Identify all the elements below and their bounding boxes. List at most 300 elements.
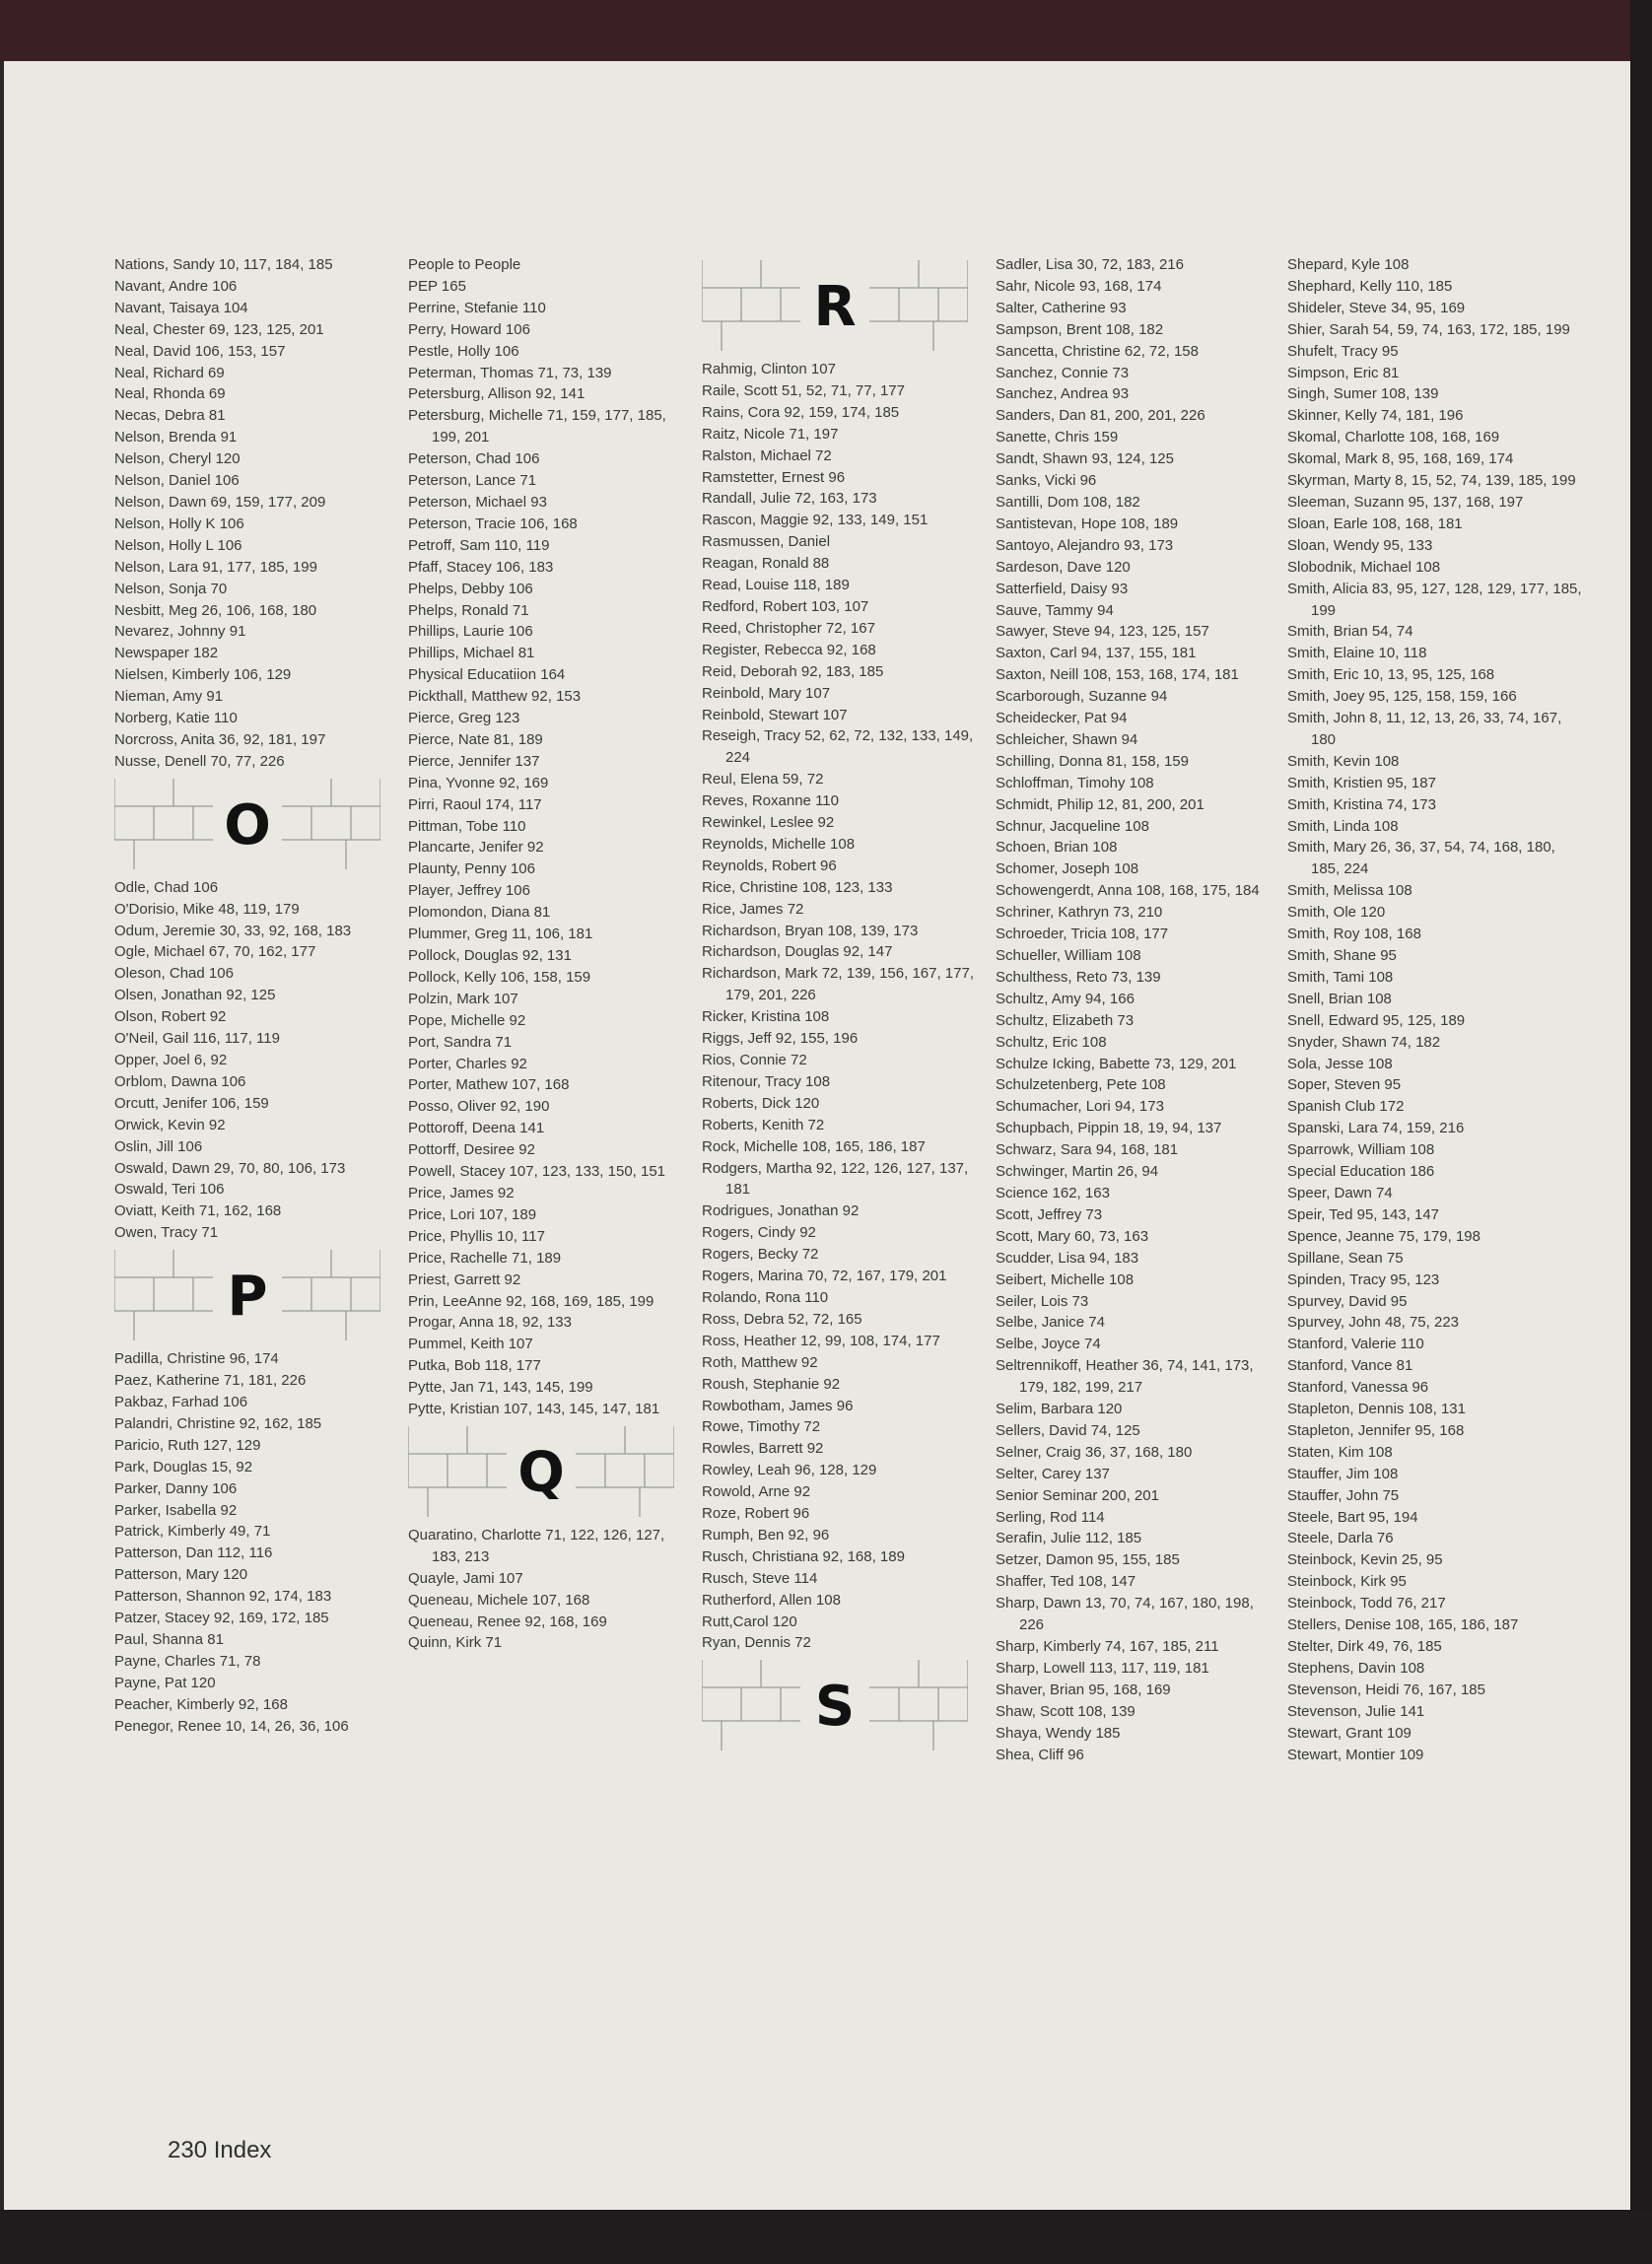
index-entry: Pytte, Jan 71, 143, 145, 199 <box>408 1379 593 1397</box>
index-entry: Stauffer, Jim 108 <box>1287 1465 1399 1482</box>
index-entry: Nelson, Sonja 70 <box>114 580 228 597</box>
index-entry: Oswald, Dawn 29, 70, 80, 106, 173 <box>114 1159 346 1177</box>
index-entry: Spence, Jeanne 75, 179, 198 <box>1287 1227 1480 1245</box>
index-entry: Pirri, Raoul 174, 117 <box>408 795 542 813</box>
index-entry: Priest, Garrett 92 <box>408 1270 521 1288</box>
index-entry: Schwinger, Martin 26, 94 <box>996 1163 1159 1181</box>
index-entry: Rice, Christine 108, 123, 133 <box>702 878 893 896</box>
index-entry: Padilla, Christine 96, 174 <box>114 1350 279 1368</box>
index-entry: Paez, Katherine 71, 181, 226 <box>114 1372 307 1390</box>
index-entry: Nevarez, Johnny 91 <box>114 623 246 641</box>
index-entry: Roberts, Kenith 72 <box>702 1116 825 1133</box>
index-entry: Steele, Bart 95, 194 <box>1287 1508 1418 1526</box>
index-entry: Reed, Christopher 72, 167 <box>702 619 875 637</box>
index-entry: Phelps, Debby 106 <box>408 580 533 597</box>
index-entry: Rowbotham, James 96 <box>702 1397 854 1414</box>
index-entry: Odle, Chad 106 <box>114 878 219 896</box>
index-entry: Petersburg, Allison 92, 141 <box>408 385 585 403</box>
section-letter: S <box>814 1675 856 1740</box>
index-entry: Perrine, Stefanie 110 <box>408 299 546 316</box>
index-entry: Schueller, William 108 <box>996 947 1141 964</box>
index-entry: Saxton, Carl 94, 137, 155, 181 <box>996 645 1197 662</box>
index-entry: Smith, Alicia 83, 95, 127, 128, 129, 177, 185, 199 <box>1287 580 1582 619</box>
index-entry: Schoen, Brian 108 <box>996 839 1118 857</box>
index-entry: Ross, Debra 52, 72, 165 <box>702 1310 862 1328</box>
index-entry: Neal, David 106, 153, 157 <box>114 342 286 360</box>
index-column-5 <box>1287 254 1583 1765</box>
index-entry: Pina, Yvonne 92, 169 <box>408 774 549 791</box>
section-header-o <box>114 779 395 873</box>
index-entry: PEP 165 <box>408 277 466 295</box>
index-entry: Salter, Catherine 93 <box>996 299 1127 316</box>
index-entry: Phelps, Ronald 71 <box>408 601 529 619</box>
page-footer: 230 Index <box>168 2137 272 2163</box>
index-entry: Peterson, Michael 93 <box>408 493 547 511</box>
index-entry: Sloan, Earle 108, 168, 181 <box>1287 515 1463 532</box>
index-entry: Ralston, Michael 72 <box>702 446 832 464</box>
index-entry: Register, Rebecca 92, 168 <box>702 641 876 658</box>
index-entry: Santilli, Dom 108, 182 <box>996 493 1140 511</box>
index-entry: Schwarz, Sara 94, 168, 181 <box>996 1141 1179 1159</box>
index-entry: Setzer, Damon 95, 155, 185 <box>996 1551 1180 1569</box>
index-entry: Sauve, Tammy 94 <box>996 601 1114 619</box>
index-entry: Pummel, Keith 107 <box>408 1336 533 1353</box>
index-entry: Rodgers, Martha 92, 122, 126, 127, 137, 181 <box>702 1159 969 1199</box>
index-entry: Stevenson, Heidi 76, 167, 185 <box>1287 1681 1485 1698</box>
index-entry: Rios, Connie 72 <box>702 1052 807 1068</box>
index-entry: Randall, Julie 72, 163, 173 <box>702 490 877 508</box>
index-entry: Sanders, Dan 81, 200, 201, 226 <box>996 407 1205 425</box>
index-entry: Plaunty, Penny 106 <box>408 860 535 878</box>
index-entry: Spinden, Tracy 95, 123 <box>1287 1270 1440 1288</box>
index-entry: Quayle, Jami 107 <box>408 1569 523 1587</box>
index-entry: Selbe, Janice 74 <box>996 1314 1105 1332</box>
index-entry: Reinbold, Mary 107 <box>702 684 831 702</box>
index-entry: Patterson, Shannon 92, 174, 183 <box>114 1588 332 1606</box>
index-entry: Sanks, Vicki 96 <box>996 472 1097 490</box>
index-entry: Peterson, Chad 106 <box>408 450 540 468</box>
index-entry: Player, Jeffrey 106 <box>408 882 530 900</box>
index-entry: Soper, Steven 95 <box>1287 1076 1402 1094</box>
index-entry: Smith, Brian 54, 74 <box>1287 623 1413 641</box>
index-entry: Smith, Joey 95, 125, 158, 159, 166 <box>1287 688 1517 706</box>
index-entry: Serafin, Julie 112, 185 <box>996 1530 1142 1547</box>
index-entry: Reul, Elena 59, 72 <box>702 771 824 789</box>
index-entry: Pope, Michelle 92 <box>408 1011 526 1029</box>
index-entry: Speir, Ted 95, 143, 147 <box>1287 1205 1440 1223</box>
index-entry: Park, Douglas 15, 92 <box>114 1458 253 1475</box>
index-entry: Serling, Rod 114 <box>996 1508 1105 1526</box>
index-entry: Ryan, Dennis 72 <box>702 1634 811 1652</box>
index-entry: Steele, Darla 76 <box>1287 1530 1394 1547</box>
index-entry: Nelson, Lara 91, 177, 185, 199 <box>114 558 317 576</box>
index-entry: Schulze Icking, Babette 73, 129, 201 <box>996 1055 1237 1072</box>
index-entry: Neal, Chester 69, 123, 125, 201 <box>114 320 324 338</box>
index-entry: Sancetta, Christine 62, 72, 158 <box>996 342 1199 360</box>
index-entry: Rock, Michelle 108, 165, 186, 187 <box>702 1137 926 1155</box>
index-entry: Schupbach, Pippin 18, 19, 94, 137 <box>996 1120 1222 1137</box>
index-entry: Schloffman, Timohy 108 <box>996 774 1154 791</box>
index-entry: Simpson, Eric 81 <box>1287 364 1400 381</box>
index-entry: Nelson, Cheryl 120 <box>114 450 241 468</box>
index-entry: Steinbock, Kirk 95 <box>1287 1573 1407 1591</box>
index-entry: Schleicher, Shawn 94 <box>996 730 1138 748</box>
index-entry: Sahr, Nicole 93, 168, 174 <box>996 277 1162 295</box>
index-entry: Pittman, Tobe 110 <box>408 817 526 835</box>
index-entry: Santoyo, Alejandro 93, 173 <box>996 536 1174 554</box>
index-entry: Putka, Bob 118, 177 <box>408 1357 541 1375</box>
index-entry: Special Education 186 <box>1287 1163 1435 1181</box>
index-entry: Payne, Pat 120 <box>114 1674 216 1691</box>
index-entry: Stauffer, John 75 <box>1287 1486 1400 1504</box>
index-entry: Rice, James 72 <box>702 900 804 918</box>
index-entry: O'Dorisio, Mike 48, 119, 179 <box>114 900 300 918</box>
index-entry: Peterman, Thomas 71, 73, 139 <box>408 364 612 381</box>
index-entry: Palandri, Christine 92, 162, 185 <box>114 1414 322 1432</box>
index-entry: Odum, Jeremie 30, 33, 92, 168, 183 <box>114 922 352 939</box>
index-entry: Smith, Tami 108 <box>1287 968 1394 986</box>
index-entry: Queneau, Renee 92, 168, 169 <box>408 1612 607 1630</box>
section-letter: Q <box>517 1440 565 1505</box>
index-entry: Skinner, Kelly 74, 181, 196 <box>1287 407 1464 425</box>
section-header-q <box>408 1426 694 1521</box>
index-entry: Schilling, Donna 81, 158, 159 <box>996 752 1189 770</box>
index-entry: Shaw, Scott 108, 139 <box>996 1702 1136 1720</box>
index-entry: Roush, Stephanie 92 <box>702 1375 841 1393</box>
index-entry: Smith, Melissa 108 <box>1287 882 1412 900</box>
index-entry: Schroeder, Tricia 108, 177 <box>996 926 1169 943</box>
index-entry: Pierce, Jennifer 137 <box>408 752 540 770</box>
index-entry: Pfaff, Stacey 106, 183 <box>408 558 554 576</box>
index-entry: Staten, Kim 108 <box>1287 1443 1393 1461</box>
index-entry: Parker, Danny 106 <box>114 1479 238 1497</box>
index-entry: Slobodnik, Michael 108 <box>1287 558 1441 576</box>
index-entry: Speer, Dawn 74 <box>1287 1184 1393 1201</box>
index-entry: Orblom, Dawna 106 <box>114 1072 246 1090</box>
index-entry: Pottorff, Desiree 92 <box>408 1141 535 1159</box>
index-entry: Raitz, Nicole 71, 197 <box>702 425 839 443</box>
index-entry: Phillips, Laurie 106 <box>408 623 533 641</box>
index-entry: Reves, Roxanne 110 <box>702 792 839 810</box>
index-entry: Sawyer, Steve 94, 123, 125, 157 <box>996 623 1209 641</box>
index-entry: Oviatt, Keith 71, 162, 168 <box>114 1202 282 1220</box>
index-entry: Pytte, Kristian 107, 143, 145, 147, 181 <box>408 1401 660 1418</box>
index-entry: Schulzetenberg, Pete 108 <box>996 1076 1166 1094</box>
index-entry: Snell, Brian 108 <box>1287 990 1392 1007</box>
index-entry: Newspaper 182 <box>114 645 219 662</box>
index-entry: Orcutt, Jenifer 106, 159 <box>114 1094 269 1112</box>
index-entry: Paricio, Ruth 127, 129 <box>114 1436 261 1454</box>
index-column-4 <box>996 254 1281 1765</box>
index-entry: Schultz, Elizabeth 73 <box>996 1011 1135 1029</box>
index-entry: Powell, Stacey 107, 123, 133, 150, 151 <box>408 1163 666 1181</box>
index-entry: Schultz, Amy 94, 166 <box>996 990 1135 1007</box>
index-entry: Patrick, Kimberly 49, 71 <box>114 1523 271 1541</box>
index-entry: Stellers, Denise 108, 165, 186, 187 <box>1287 1616 1519 1634</box>
index-entry: Stanford, Vanessa 96 <box>1287 1379 1429 1397</box>
index-entry: Skyrman, Marty 8, 15, 52, 74, 139, 185, 199 <box>1287 472 1576 490</box>
index-entry: Reseigh, Tracy 52, 62, 72, 132, 133, 149, 224 <box>702 727 974 767</box>
index-entry: Sellers, David 74, 125 <box>996 1421 1140 1439</box>
index-entry: Patzer, Stacey 92, 169, 172, 185 <box>114 1610 329 1627</box>
index-entry: Ricker, Kristina 108 <box>702 1008 830 1026</box>
index-entry: Schriner, Kathryn 73, 210 <box>996 904 1163 922</box>
index-entry: Nelson, Brenda 91 <box>114 429 238 446</box>
index-entry: Rogers, Becky 72 <box>702 1246 819 1264</box>
section-header-p <box>114 1250 395 1344</box>
index-entry: Spanish Club 172 <box>1287 1098 1405 1116</box>
index-entry: Rowold, Arne 92 <box>702 1483 811 1501</box>
index-entry: Queneau, Michele 107, 168 <box>408 1591 590 1609</box>
index-entry: Phillips, Michael 81 <box>408 645 535 662</box>
index-entry: Navant, Taisaya 104 <box>114 299 248 316</box>
index-entry: Price, James 92 <box>408 1184 515 1201</box>
index-entry: Senior Seminar 200, 201 <box>996 1486 1159 1504</box>
index-entry: Snell, Edward 95, 125, 189 <box>1287 1011 1466 1029</box>
index-entry: Quinn, Kirk 71 <box>408 1634 503 1652</box>
index-entry: Shepard, Kyle 108 <box>1287 256 1410 273</box>
index-entry: Smith, John 8, 11, 12, 13, 26, 33, 74, 167, 180 <box>1287 710 1562 748</box>
index-entry: Owen, Tracy 71 <box>114 1224 219 1242</box>
index-entry: Sanchez, Andrea 93 <box>996 385 1130 403</box>
index-entry: Plomondon, Diana 81 <box>408 904 551 922</box>
index-entry: People to People <box>408 256 521 273</box>
index-entry: Sanchez, Connie 73 <box>996 364 1130 381</box>
index-entry: Smith, Linda 108 <box>1287 817 1399 835</box>
index-entry: Porter, Mathew 107, 168 <box>408 1076 570 1094</box>
index-entry: Nelson, Daniel 106 <box>114 472 240 490</box>
index-entry: Sharp, Kimberly 74, 167, 185, 211 <box>996 1638 1219 1655</box>
index-entry: Schowengerdt, Anna 108, 168, 175, 184 <box>996 882 1260 900</box>
index-entry: Progar, Anna 18, 92, 133 <box>408 1314 572 1332</box>
index-entry: Spanski, Lara 74, 159, 216 <box>1287 1120 1465 1137</box>
index-entry: Sadler, Lisa 30, 72, 183, 216 <box>996 256 1184 273</box>
index-entry: Schumacher, Lori 94, 173 <box>996 1098 1164 1116</box>
index-entry: Nusse, Denell 70, 77, 226 <box>114 752 285 770</box>
index-entry: Rahmig, Clinton 107 <box>702 361 836 377</box>
index-entry: Stanford, Vance 81 <box>1287 1357 1413 1375</box>
index-entry: Peacher, Kimberly 92, 168 <box>114 1695 288 1713</box>
index-entry: Shideler, Steve 34, 95, 169 <box>1287 299 1466 316</box>
index-entry: Ramstetter, Ernest 96 <box>702 468 846 486</box>
index-entry: Rains, Cora 92, 159, 174, 185 <box>702 403 900 421</box>
index-entry: Shea, Cliff 96 <box>996 1746 1084 1763</box>
index-entry: Scott, Mary 60, 73, 163 <box>996 1227 1149 1245</box>
index-entry: Rewinkel, Leslee 92 <box>702 814 835 832</box>
index-entry: Redford, Robert 103, 107 <box>702 597 869 615</box>
index-entry: Shaver, Brian 95, 168, 169 <box>996 1681 1171 1698</box>
index-entry: Smith, Shane 95 <box>1287 947 1397 964</box>
index-entry: Reinbold, Stewart 107 <box>702 706 848 723</box>
index-entry: Rusch, Steve 114 <box>702 1569 818 1587</box>
index-entry: Payne, Charles 71, 78 <box>114 1652 261 1670</box>
index-entry: Scarborough, Suzanne 94 <box>996 688 1168 706</box>
index-entry: Smith, Eric 10, 13, 95, 125, 168 <box>1287 666 1495 684</box>
index-entry: Rowley, Leah 96, 128, 129 <box>702 1462 877 1479</box>
top-border <box>0 0 1652 61</box>
index-entry: Spurvey, David 95 <box>1287 1292 1408 1310</box>
index-entry: Stapleton, Dennis 108, 131 <box>1287 1401 1466 1418</box>
index-column-2 <box>408 254 694 1654</box>
index-entry: Ogle, Michael 67, 70, 162, 177 <box>114 943 316 961</box>
index-entry: Reynolds, Michelle 108 <box>702 835 856 853</box>
index-entry: Rowles, Barrett 92 <box>702 1440 824 1458</box>
index-entry: Ritenour, Tracy 108 <box>702 1072 831 1090</box>
index-entry: Satterfield, Daisy 93 <box>996 580 1129 597</box>
index-column-3 <box>702 254 983 1758</box>
index-entry: Necas, Debra 81 <box>114 407 226 425</box>
index-entry: Peterson, Lance 71 <box>408 472 537 490</box>
index-entry: Schnur, Jacqueline 108 <box>996 817 1149 835</box>
index-entry: Smith, Elaine 10, 118 <box>1287 645 1427 662</box>
index-entry: Posso, Oliver 92, 190 <box>408 1098 550 1116</box>
index-entry: Rumph, Ben 92, 96 <box>702 1526 830 1544</box>
index-entry: Smith, Roy 108, 168 <box>1287 926 1421 943</box>
index-entry: Singh, Sumer 108, 139 <box>1287 385 1439 403</box>
index-entry: Porter, Charles 92 <box>408 1055 527 1072</box>
index-entry: Price, Rachelle 71, 189 <box>408 1249 562 1267</box>
index-entry: Stanford, Valerie 110 <box>1287 1336 1424 1353</box>
index-entry: Pierce, Nate 81, 189 <box>408 730 543 748</box>
section-letter: P <box>227 1265 268 1330</box>
index-entry: Nielsen, Kimberly 106, 129 <box>114 666 292 684</box>
index-entry: Orwick, Kevin 92 <box>114 1116 226 1133</box>
index-entry: Richardson, Bryan 108, 139, 173 <box>702 922 919 939</box>
index-entry: Prin, LeeAnne 92, 168, 169, 185, 199 <box>408 1292 654 1310</box>
index-entry: Rowe, Timothy 72 <box>702 1418 821 1436</box>
index-entry: Peterson, Tracie 106, 168 <box>408 515 578 532</box>
index-entry: Perry, Howard 106 <box>408 320 530 338</box>
index-entry: Richardson, Douglas 92, 147 <box>702 943 893 961</box>
index-entry: Smith, Kristien 95, 187 <box>1287 774 1436 791</box>
index-entry: Shaffer, Ted 108, 147 <box>996 1573 1136 1591</box>
index-entry: Plancarte, Jenifer 92 <box>408 839 544 857</box>
index-entry: Smith, Ole 120 <box>1287 904 1386 922</box>
right-edge <box>1630 0 1652 2264</box>
index-entry: Petersburg, Michelle 71, 159, 177, 185, 199, 201 <box>408 407 666 446</box>
index-entry: Sparrowk, William 108 <box>1287 1141 1435 1159</box>
index-entry: Sardeson, Dave 120 <box>996 558 1131 576</box>
index-entry: Oswald, Teri 106 <box>114 1181 225 1199</box>
index-entry: Navant, Andre 106 <box>114 277 238 295</box>
index-entry: Parker, Isabella 92 <box>114 1501 238 1519</box>
index-entry: Schomer, Joseph 108 <box>996 860 1139 878</box>
index-entry: Rusch, Christiana 92, 168, 189 <box>702 1547 905 1565</box>
index-entry: Pierce, Greg 123 <box>408 710 520 727</box>
index-entry: Rolando, Rona 110 <box>702 1288 829 1306</box>
index-entry: Skomal, Charlotte 108, 168, 169 <box>1287 429 1500 446</box>
index-entry: Sampson, Brent 108, 182 <box>996 320 1164 338</box>
index-entry: Shufelt, Tracy 95 <box>1287 342 1399 360</box>
index-entry: Selbe, Joyce 74 <box>996 1336 1101 1353</box>
index-entry: Stelter, Dirk 49, 76, 185 <box>1287 1638 1442 1655</box>
index-entry: Neal, Rhonda 69 <box>114 385 226 403</box>
index-entry: Rutt,Carol 120 <box>702 1612 797 1630</box>
index-entry: Pickthall, Matthew 92, 153 <box>408 688 582 706</box>
section-header-s <box>702 1660 983 1754</box>
index-entry: Port, Sandra 71 <box>408 1033 513 1051</box>
index-entry: Quaratino, Charlotte 71, 122, 126, 127, 183, 213 <box>408 1526 665 1565</box>
index-entry: Scudder, Lisa 94, 183 <box>996 1249 1139 1267</box>
index-entry: Sleeman, Suzann 95, 137, 168, 197 <box>1287 493 1524 511</box>
index-entry: Neal, Richard 69 <box>114 364 225 381</box>
section-letter: O <box>224 792 271 858</box>
index-entry: Stapleton, Jennifer 95, 168 <box>1287 1421 1465 1439</box>
section-header-r <box>702 260 983 355</box>
index-entry: Schulthess, Reto 73, 139 <box>996 968 1161 986</box>
index-entry: Smith, Kevin 108 <box>1287 752 1400 770</box>
index-entry: Reynolds, Robert 96 <box>702 857 837 874</box>
index-entry: Roberts, Dick 120 <box>702 1094 820 1112</box>
index-entry: Selner, Craig 36, 37, 168, 180 <box>996 1443 1193 1461</box>
index-entry: Nesbitt, Meg 26, 106, 168, 180 <box>114 601 317 619</box>
index-entry: Patterson, Dan 112, 116 <box>114 1544 273 1562</box>
index-entry: Nelson, Holly L 106 <box>114 536 242 554</box>
index-entry: Rogers, Cindy 92 <box>702 1224 816 1242</box>
index-entry: Nations, Sandy 10, 117, 184, 185 <box>114 256 333 273</box>
index-entry: Science 162, 163 <box>996 1184 1110 1201</box>
index-entry: Scheidecker, Pat 94 <box>996 710 1128 727</box>
index-entry: O'Neil, Gail 116, 117, 119 <box>114 1030 280 1048</box>
index-entry: Skomal, Mark 8, 95, 168, 169, 174 <box>1287 450 1514 468</box>
index-entry: Schultz, Eric 108 <box>996 1033 1107 1051</box>
index-entry: Richardson, Mark 72, 139, 156, 167, 177, 179, 201, 226 <box>702 965 975 1004</box>
index-entry: Nieman, Amy 91 <box>114 688 224 706</box>
index-entry: Sloan, Wendy 95, 133 <box>1287 536 1433 554</box>
index-entry: Sharp, Lowell 113, 117, 119, 181 <box>996 1659 1209 1677</box>
index-entry: Norcross, Anita 36, 92, 181, 197 <box>114 730 326 748</box>
index-entry: Rogers, Marina 70, 72, 167, 179, 201 <box>702 1268 947 1285</box>
index-entry: Plummer, Greg 11, 106, 181 <box>408 926 593 943</box>
index-entry: Pestle, Holly 106 <box>408 342 519 360</box>
index-entry: Riggs, Jeff 92, 155, 196 <box>702 1030 859 1048</box>
index-entry: Saxton, Neill 108, 153, 168, 174, 181 <box>996 666 1239 684</box>
index-entry: Selter, Carey 137 <box>996 1465 1110 1482</box>
index-entry: Oleson, Chad 106 <box>114 965 234 983</box>
index-entry: Raile, Scott 51, 52, 71, 77, 177 <box>702 381 905 399</box>
index-entry: Shaya, Wendy 185 <box>996 1724 1121 1742</box>
index-entry: Opper, Joel 6, 92 <box>114 1052 228 1068</box>
index-entry: Spillane, Sean 75 <box>1287 1249 1404 1267</box>
index-entry: Stevenson, Julie 141 <box>1287 1702 1425 1720</box>
index-entry: Snyder, Shawn 74, 182 <box>1287 1033 1441 1051</box>
section-letter: R <box>813 275 857 339</box>
index-entry: Steinbock, Kevin 25, 95 <box>1287 1551 1443 1569</box>
index-entry: Seibert, Michelle 108 <box>996 1270 1135 1288</box>
index-entry: Read, Louise 118, 189 <box>702 577 850 594</box>
index-entry: Physical Educatiion 164 <box>408 666 566 684</box>
index-entry: Seltrennikoff, Heather 36, 74, 141, 173, 179, 182, 199, 217 <box>996 1357 1254 1397</box>
index-entry: Sola, Jesse 108 <box>1287 1055 1393 1072</box>
index-entry: Rascon, Maggie 92, 133, 149, 151 <box>702 512 929 529</box>
index-entry: Rasmussen, Daniel <box>702 533 831 551</box>
index-entry: Ross, Heather 12, 99, 108, 174, 177 <box>702 1332 940 1349</box>
index-entry: Petroff, Sam 110, 119 <box>408 536 550 554</box>
index-entry: Polzin, Mark 107 <box>408 990 518 1007</box>
index-entry: Olsen, Jonathan 92, 125 <box>114 987 276 1004</box>
index-entry: Seiler, Lois 73 <box>996 1292 1089 1310</box>
index-entry: Smith, Mary 26, 36, 37, 54, 74, 168, 180, 185, 224 <box>1287 839 1555 878</box>
index-entry: Pakbaz, Farhad 106 <box>114 1393 248 1410</box>
index-entry: Norberg, Katie 110 <box>114 710 238 727</box>
index-entry: Roze, Robert 96 <box>702 1505 810 1523</box>
index-entry: Penegor, Renee 10, 14, 26, 36, 106 <box>114 1717 349 1735</box>
index-entry: Scott, Jeffrey 73 <box>996 1205 1103 1223</box>
index-entry: Oslin, Jill 106 <box>114 1137 203 1155</box>
index-entry: Rutherford, Allen 108 <box>702 1591 841 1609</box>
index-entry: Sandt, Shawn 93, 124, 125 <box>996 450 1174 468</box>
index-entry: Selim, Barbara 120 <box>996 1401 1123 1418</box>
